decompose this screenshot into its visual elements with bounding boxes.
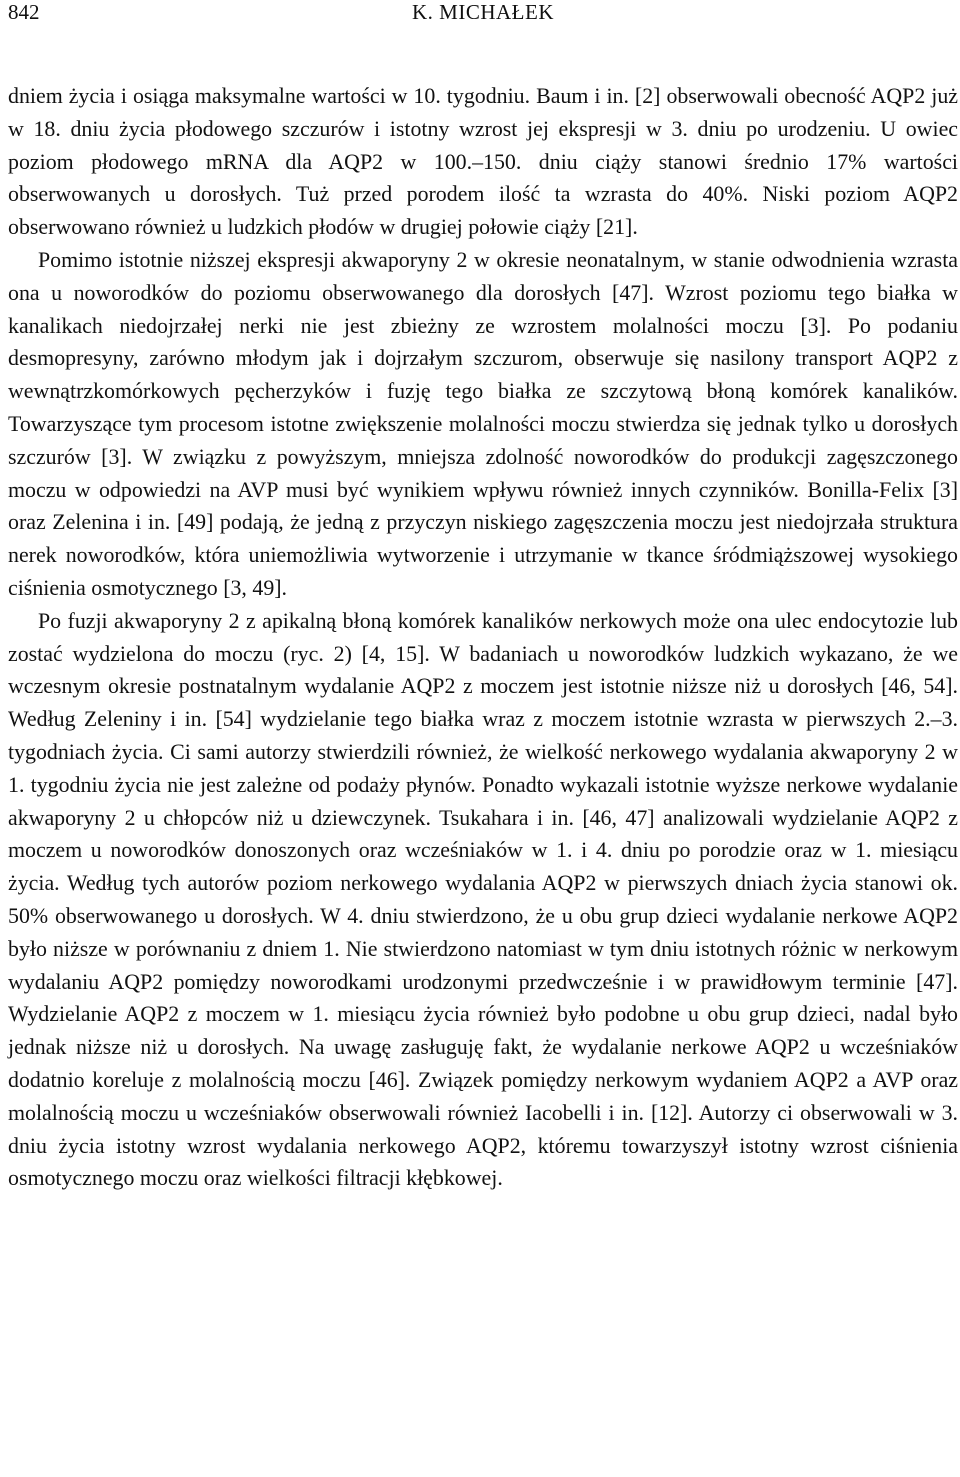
page-number: 842 — [8, 0, 40, 24]
document-page — [8, 0, 958, 1477]
paragraph-1: dniem życia i osiąga maksymalne wartości w 10. tygodniu. Baum i in. [2] obserwowali obecność AQP2 już w 18. dniu życia płodowego szczurów i istotny wzrost jej ekspresji w 3. dniu po urodzeniu. U owiec poziom płodowego mRNA dla AQP2 w 100.–150. dniu ciąży stanowi średnio 17% wartości obserwowanych u dorosłych. Tuż przed porodem ilość ta wzrasta do 40%. Niski poziom AQP2 obserwowano również u ludzkich płodów w drugiej połowie ciąży [21]. — [8, 83, 958, 240]
paragraph-3: Po fuzji akwaporyny 2 z apikalną błoną komórek kanalików nerkowych może ona ulec endocytozie lub zostać wydzielona do moczu (ryc. 2) [4, 15]. W badaniach u noworodków ludzkich wykazano, że we wczesnym okresie postnatalnym wydalanie AQP2 z moczem jest istotnie niższe niż u dorosłych [46, 54]. Według Zeleniny i in. [54] wydzielanie tego białka wraz z moczem istotnie wzrasta w pierwszych 2.–3. tygodniach życia. Ci sami autorzy stwierdzili również, że wielkość nerkowego wydalania akwaporyny 2 w 1. tygodniu życia nie jest zależne od podaży płynów. Ponadto wykazali istotnie wyższe nerkowe wydalanie akwaporyny 2 u chłopców niż u dziewczynek. Tsukahara i in. [46, 47] analizowali wydzielanie AQP2 z moczem u noworodków donoszonych oraz wcześniaków w 1. i 4. dniu po porodzie oraz w 1. miesiącu życia. Według tych autorów poziom nerkowego wydalania AQP2 w pierwszych dniach życia stanowi ok. 50% obserwowanego u dorosłych. W 4. dniu stwierdzono, że u obu grup dzieci wydalanie nerkowe AQP2 było niższe w porównaniu z dniem 1. Nie stwierdzono natomiast w tym dniu istotnych różnic w nerkowym wydalaniu AQP2 pomiędzy noworodkami urodzonymi przedwcześnie i w prawidłowym terminie [47]. Wydzielanie AQP2 z moczem w 1. miesiącu życia również było podobne u obu grup dzieci, nadal było jednak niższe niż u dorosłych. Na uwagę zasługuję fakt, że wydalanie nerkowe AQP2 u wcześniaków dodatnio koreluje z molalnością moczu [46]. Związek pomiędzy nerkowym wydaniem AQP2 a AVP oraz molalnością moczu u wcześniaków obserwowali również Iacobelli i in. [12]. Autorzy ci obserwowali w 3. dniu życia istotny wzrost wydalania nerkowego AQP2, któremu towarzyszył istotny wzrost ciśnienia osmotycznego moczu oraz wielkości filtracji kłębkowej. — [8, 607, 958, 1191]
running-title-author: K. MICHAŁEK — [412, 0, 554, 24]
body-text — [8, 80, 958, 1195]
running-head — [8, 0, 958, 40]
paragraph-2: Pomimo istotnie niższej ekspresji akwaporyny 2 w okresie neonatalnym, w stanie odwodnienia wzrasta ona u noworodków do poziomu obserwowanego dla dorosłych [47]. Wzrost poziomu tego białka w kanalikach niedojrzałej nerki nie jest zbieżny ze wzrostem molalności moczu [3]. Po podaniu desmopresyny, zarówno młodym jak i dojrzałym szczurom, obserwuje się nasilony transport AQP2 z wewnątrzkomórkowych pęcherzyków i fuzję tego białka ze szczytową błoną komórek kanalików. Towarzyszące tym procesom istotne zwiększenie molalności moczu stwierdza się jednak tylko u dorosłych szczurów [3]. W związku z powyższym, mniejsza zdolność noworodków do produkcji zagęszczonego moczu w odpowiedzi na AVP musi być wynikiem wpływu również innych czynników. Bonilla-Felix [3] oraz Zelenina i in. [49] podają, że jedną z przyczyn niskiego zagęszczenia moczu jest niedojrzała struktura nerek noworodków, która uniemożliwia wytworzenie i utrzymanie w tkance śródmiąższowej wysokiego ciśnienia osmotycznego [3, 49]. — [8, 246, 958, 600]
